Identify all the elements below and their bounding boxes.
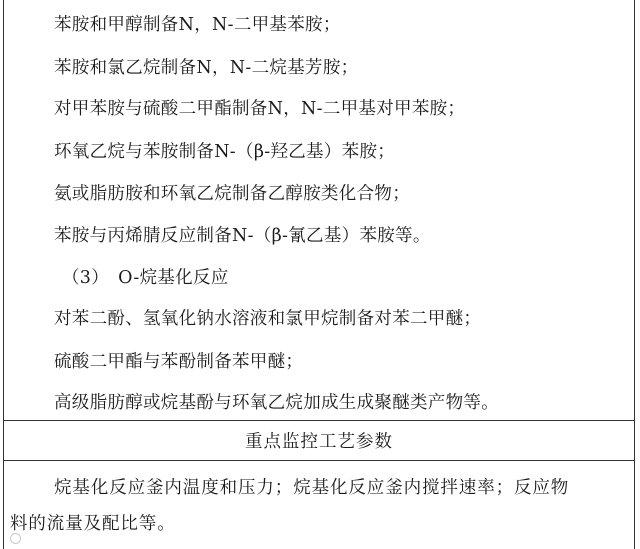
text-line: 对甲苯胺与硫酸二甲酯制备N，N-二甲基对甲苯胺； bbox=[54, 99, 466, 119]
text-line: 对苯二酚、氢氧化钠水溶液和氯甲烷制备对苯二甲醚； bbox=[54, 309, 482, 329]
subsection-heading: （3） O-烷基化反应 bbox=[62, 268, 229, 288]
section-header-row bbox=[4, 420, 634, 461]
text-line: 氨或脂肪胺和环氧乙烷制备乙醇胺类化合物； bbox=[54, 184, 410, 204]
text-line: 苯胺和氯乙烷制备N，N-二烷基芳胺； bbox=[54, 58, 359, 78]
text-line: 环氧乙烷与苯胺制备N-（β-羟乙基）苯胺； bbox=[54, 142, 396, 162]
camera-icon bbox=[10, 533, 21, 544]
section-header-title: 重点监控工艺参数 bbox=[245, 432, 393, 452]
watermark bbox=[10, 533, 21, 544]
parameters-text-line: 烷基化反应釜内温度和压力；烷基化反应釜内搅拌速率；反应物 bbox=[54, 478, 570, 498]
text-line: 高级脂肪醇或烷基酚与环氧乙烷加成生成聚醚类产物等。 bbox=[54, 393, 499, 413]
document-table bbox=[3, 0, 635, 549]
text-line: 硫酸二甲酯与苯酚制备苯甲醚； bbox=[54, 352, 304, 372]
process-examples-section bbox=[4, 0, 634, 420]
text-line: 苯胺和甲醇制备N，N-二甲基苯胺； bbox=[54, 15, 341, 35]
parameters-text-line: 料的流量及配比等。 bbox=[10, 514, 176, 534]
text-line: 苯胺与丙烯腈反应制备N-（β-氰乙基）苯胺等。 bbox=[54, 226, 431, 246]
parameters-section bbox=[4, 461, 634, 549]
